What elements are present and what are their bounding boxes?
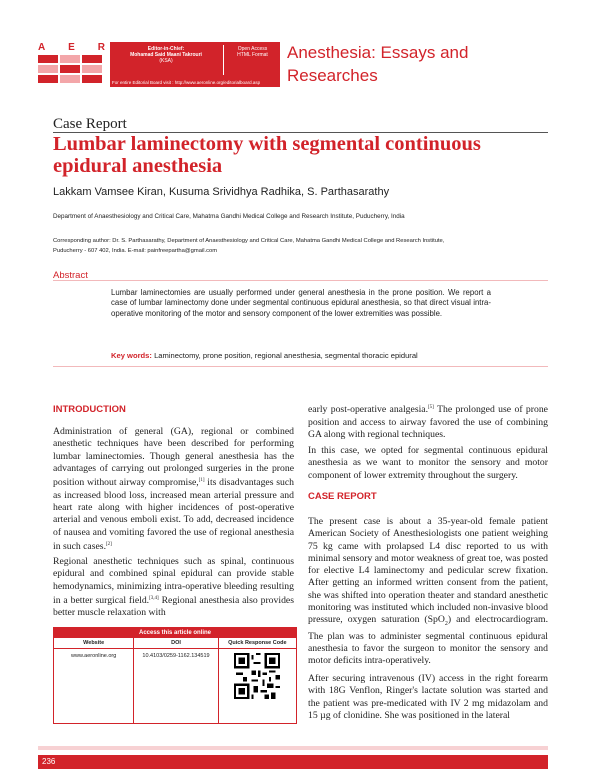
qr-code-icon[interactable]	[234, 653, 280, 699]
keywords-divider	[53, 366, 548, 367]
case-report-heading: CASE REPORT	[308, 491, 377, 502]
right-paragraph-1: early post-operative analgesia.[5] The prolonged use of prone position and access to airway favored the use of combining GA along with regional techniques.	[308, 404, 548, 440]
access-line2: HTML Format	[237, 52, 268, 58]
footer-accent	[38, 746, 548, 750]
article-type: Case Report	[53, 116, 127, 132]
intro-paragraph-2: Regional anesthetic techniques such as spinal, continuous epidural and combined spinal epidural can provide stable hemodynamics, minimizing intra-operative bleeding resulting in a better surgical field.[3,4] Regional anesthesia also provides better muscle relaxation with	[53, 556, 294, 619]
journal-logo	[38, 42, 106, 86]
editor-country: (KSA)	[159, 58, 173, 64]
abstract-text: Lumbar laminectomies are usually performed under general anesthesia in the prone position. We report a case of lumbar laminectomy done under segmental continuous epidural anesthesia, so that direct visual intra-operative monitoring of the motor and sensory component of the lower extremities was possible.	[111, 288, 491, 318]
intro-paragraph-1: Administration of general (GA), regional or combined anesthetic techniques have been described for performing lumbar laminectomies. Though general anesthesia has the advantages of carrying out prolonged surgeries in the prone position without airway compromise,[1] its disadvantages such as increased blood loss, increased mean arterial pressure and heart rate along with higher incidences of post-operative arterial and venous emboli exist. To add, decreased incidence of nausea and vomiting favored the use of regional anesthesia in such cases.[2]	[53, 426, 294, 553]
logo-letter-r: R	[97, 42, 106, 53]
header-band	[110, 42, 280, 79]
website-column	[54, 638, 134, 724]
access-article-box	[53, 627, 297, 724]
editor-info	[110, 46, 222, 64]
access-info	[225, 46, 280, 58]
reference-5[interactable]: [5]	[428, 405, 434, 410]
reference-1[interactable]: [1]	[198, 478, 205, 484]
reference-3-4[interactable]: [3,4]	[149, 595, 159, 601]
right-paragraph-2: In this case, we opted for segmental continuous epidural anesthesia as we want to monitor the sensory and motor component of lower extremity throughout the surgery.	[308, 445, 548, 481]
qr-header: Quick Response Code	[219, 638, 296, 649]
website-header: Website	[54, 638, 133, 649]
journal-name: Anesthesia: Essays and Researches	[287, 43, 469, 85]
qr-column	[219, 638, 296, 724]
access-line1: Open Access	[237, 46, 268, 52]
editor-label: Editor-in-Chief:	[147, 46, 185, 52]
introduction-heading: INTRODUCTION	[53, 404, 126, 415]
page-number: 236	[42, 757, 56, 766]
reference-2[interactable]: [2]	[106, 541, 112, 547]
correspondence-line1: Corresponding author: Dr. S. Parthasarathy, Department of Anaesthesiology and Critical Care, Mahatma Gandhi Medical College and Research Institute,	[53, 238, 445, 244]
editorial-board-link[interactable]: For entire Editorial Board visit : http://www.aeronline.org/editorialboard.asp	[110, 79, 280, 87]
website-link[interactable]: www.aeronline.org	[71, 653, 117, 659]
keywords-label: Key words:	[111, 351, 152, 360]
logo-letter-e: E	[68, 42, 76, 53]
logo-grid	[38, 55, 102, 83]
doi-header: DOI	[134, 638, 217, 649]
correspondence-line2: Puducherry - 607 402, India. E-mail: painfreepartha@gmail.com	[53, 248, 218, 254]
access-box-title: Access this article online	[54, 628, 296, 638]
doi-column	[134, 638, 218, 724]
article-authors: Lakkam Vamsee Kiran, Kusuma Srividhya Radhika, S. Parthasarathy	[53, 186, 390, 198]
article-title: Lumbar laminectomy with segmental continuous epidural anesthesia	[53, 133, 481, 177]
logo-letter-a: A	[38, 42, 47, 53]
case-paragraph-1: The present case is about a 35-year-old female patient American Society of Anesthesiologists one patient weighing 75 kg came with prolapsed L4 disc reported to us with minimal sensory and motor weakness of great toe, was posted for elective L4 laminectomy and pedicular screw fixation. After getting an informed written consent from the patient, she was shifted into operation theater and standard anesthetic monitoring was instituted which included non-invasive blood pressure, oxygen saturation (SpO$_2$) and electrocardiogram. The plan was to administer segmental continuous epidural anesthesia to favor the surgeon to monitor the sensory and motor deficits intra-operatively.	[308, 516, 548, 667]
doi-value[interactable]: 10.4103/0259-1162.134519	[142, 653, 210, 659]
abstract-heading: Abstract	[53, 270, 88, 281]
editor-name: Mohamad Said Maani Takrouri	[130, 52, 202, 58]
case-paragraph-2: After securing intravenous (IV) access in the right forearm with 18G Venflon, Ringer's lactate solution was started and the patient was pre-medicated with IV 2 mg midazolam and 15 µg of clonidine. She was positioned in the lateral	[308, 673, 548, 721]
abstract-header	[53, 265, 548, 281]
correspondence	[53, 236, 548, 256]
keywords-list: Laminectomy, prone position, regional anesthesia, segmental thoracic epidural	[154, 351, 418, 360]
keywords	[111, 351, 491, 360]
footer-bar	[38, 755, 548, 769]
department: Department of Anaesthesiology and Critical Care, Mahatma Gandhi Medical College and Research Institute, Puducherry, India	[53, 213, 405, 220]
